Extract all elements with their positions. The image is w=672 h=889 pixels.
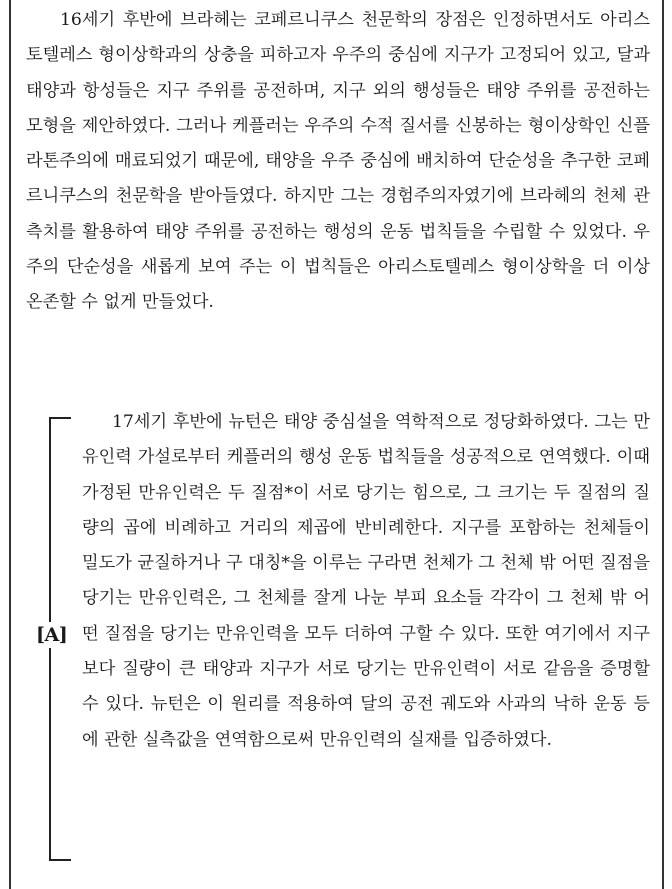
section-a-label: [A] — [36, 624, 68, 646]
paragraph-newton-gravity: 17세기 후반에 뉴턴은 태양 중심설을 역학적으로 정당화하였다. 그는 만유인력 가설로부터 케플러의 행성 운동 법칙들을 성공적으로 연역했다. 이때 가정된 만유인력은 두 질점*이 서로 당기는 힘으로, 그 크기는 두 질점의 질량의 곱에 비례하고 거리의 제곱에 반비례한다. 지구를 포함하는 천체들이 밀도가 균질하거나 구 대칭*을 이루는 구라면 천체가 그 천체 밖 어떤 질점을 당기는 만유인력은, 그 천체를 잘게 나눈 부피 요소들 각각이 그 천체 밖 어떤 질점을 당기는 만유인력을 모두 더하여 구할 수 있다. 또한 여기에서 지구보다 질량이 큰 태양과 지구가 서로 당기는 만유인력이 서로 같음을 증명할 수 있다. 뉴턴은 이 원리를 적용하여 달의 공전 궤도와 사과의 낙하 운동 등에 관한 실측값을 연역함으로써 만유인력의 실재를 입증하였다. — [82, 412, 650, 750]
paragraph-brahe-kepler: 16세기 후반에 브라헤는 코페르니쿠스 천문학의 장점은 인정하면서도 아리스토텔레스 형이상학과의 상충을 피하고자 우주의 중심에 지구가 고정되어 있고, 달과 태양과 항성들은 지구 주위를 공전하며, 지구 외의 행성들은 태양 주위를 공전하는 모형을 제안하였다. 그러나 케플러는 우주의 수적 질서를 신봉하는 형이상학인 신플라톤주의에 매료되었기 때문에, 태양을 우주 중심에 배치하여 단순성을 추구한 코페르니쿠스의 천문학을 받아들였다. 하지만 그는 경험주의자였기에 브라헤의 천체 관측치를 활용하여 태양 주위를 공전하는 행성의 운동 법칙들을 수립할 수 있었다. 우주의 단순성을 새롭게 보여 주는 이 법칙들은 아리스토텔레스 형이상학을 더 이상 온존할 수 없게 만들었다. — [26, 10, 650, 313]
right-frame-line — [662, 0, 664, 889]
left-frame-line — [9, 0, 11, 889]
